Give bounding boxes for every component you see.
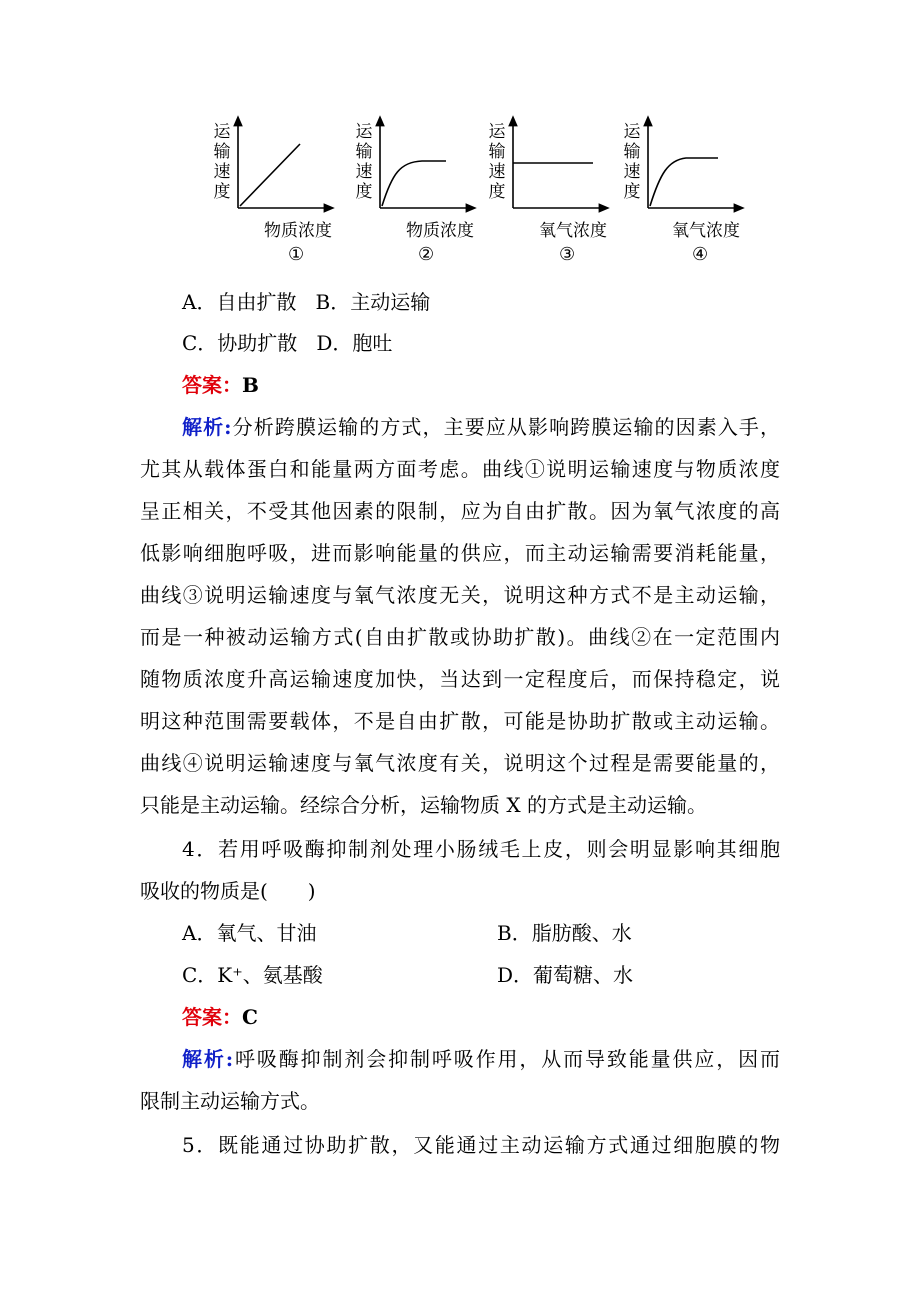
q4-answer: [182, 1004, 258, 1030]
graph-2-ylabel: 运 输 速 度: [355, 122, 373, 202]
q3-analysis-line-9: 曲线④说明运输速度与氧气浓度有关，说明这个过程是需要能量的，: [140, 751, 780, 775]
q4-option-a: A．氧气、甘油: [182, 921, 317, 945]
q3-option-a: A．自由扩散: [182, 290, 297, 314]
q3-answer: [182, 372, 259, 398]
q5-stem-line-1: 5．既能通过协助扩散，又能通过主动运输方式通过细胞膜的物: [182, 1133, 780, 1157]
q4-option-d: D．葡萄糖、水: [497, 963, 634, 987]
q4-option-c: C．K⁺、氨基酸: [182, 963, 323, 987]
graph-4-xlabel: 氧气浓度: [672, 221, 740, 241]
q3-answer-value: B: [242, 373, 259, 397]
graph-2: [342, 112, 482, 272]
q3-option-d: D．胞吐: [316, 331, 393, 355]
graph-2-number: ②: [418, 244, 435, 265]
graph-3: [475, 112, 615, 272]
q4-analysis-label: 解析:: [182, 1047, 234, 1071]
q3-option-b: B．主动运输: [315, 290, 431, 314]
q3-analysis-line-6: 而是一种被动运输方式(自由扩散或协助扩散)。曲线②在一定范围内: [140, 625, 780, 649]
graph-1-number: ①: [288, 244, 305, 265]
q3-options-row-1: [182, 289, 430, 315]
q3-analysis-line-10: 只能是主动运输。经综合分析，运输物质 X 的方式是主动运输。: [140, 793, 707, 817]
q4-stem-line-1: 4．若用呼吸酶抑制剂处理小肠绒毛上皮，则会明显影响其细胞: [182, 837, 780, 861]
q3-analysis-line-2: 尤其从载体蛋白和能量两方面考虑。曲线①说明运输速度与物质浓度: [140, 457, 780, 481]
graph-4-number: ④: [692, 244, 709, 265]
graph-1: [200, 112, 340, 272]
q3-analysis-line-7: 随物质浓度升高运输速度加快，当达到一定程度后，而保持稳定，说: [140, 667, 780, 691]
q4-analysis-line-1: 解析:呼吸酶抑制剂会抑制呼吸作用，从而导致能量供应，因而: [182, 1047, 781, 1071]
q3-analysis-line-5: 曲线③说明运输速度与氧气浓度无关，说明这种方式不是主动运输，: [140, 583, 780, 607]
q4-answer-value: C: [242, 1005, 258, 1029]
graph-1-ylabel: 运 输 速 度: [213, 122, 231, 202]
graph-1-xlabel: 物质浓度: [264, 221, 332, 241]
q3-options-row-2: [182, 330, 392, 356]
graph-3-ylabel: 运 输 速 度: [488, 122, 506, 202]
q3-analysis-line-1: 解析:分析跨膜运输的方式，主要应从影响跨膜运输的因素入手，: [182, 415, 781, 439]
q4-option-b: B．脂肪酸、水: [497, 921, 632, 945]
q3-option-c: C．协助扩散: [182, 331, 298, 355]
q3-analysis-label: 解析:: [182, 415, 232, 439]
q4-answer-label: 答案：: [182, 1005, 242, 1029]
q4-analysis-line-2: 限制主动运输方式。: [140, 1089, 320, 1113]
q4-stem-line-2: 吸收的物质是( ): [140, 879, 316, 903]
transport-graphs-figure: [200, 112, 760, 272]
graph-4-ylabel: 运 输 速 度: [623, 122, 641, 202]
q3-analysis-line-8: 明这种范围需要载体，不是自由扩散，可能是协助扩散或主动运输。: [140, 709, 780, 733]
graph-3-number: ③: [559, 244, 576, 265]
q3-analysis-line-4: 低影响细胞呼吸，进而影响能量的供应，而主动运输需要消耗能量，: [140, 541, 780, 565]
graph-3-xlabel: 氧气浓度: [539, 221, 607, 241]
graph-2-xlabel: 物质浓度: [406, 221, 474, 241]
q3-answer-label: 答案：: [182, 373, 242, 397]
graph-4: [610, 112, 750, 272]
q3-analysis-line-3: 呈正相关，不受其他因素的限制，应为自由扩散。因为氧气浓度的高: [140, 499, 780, 523]
